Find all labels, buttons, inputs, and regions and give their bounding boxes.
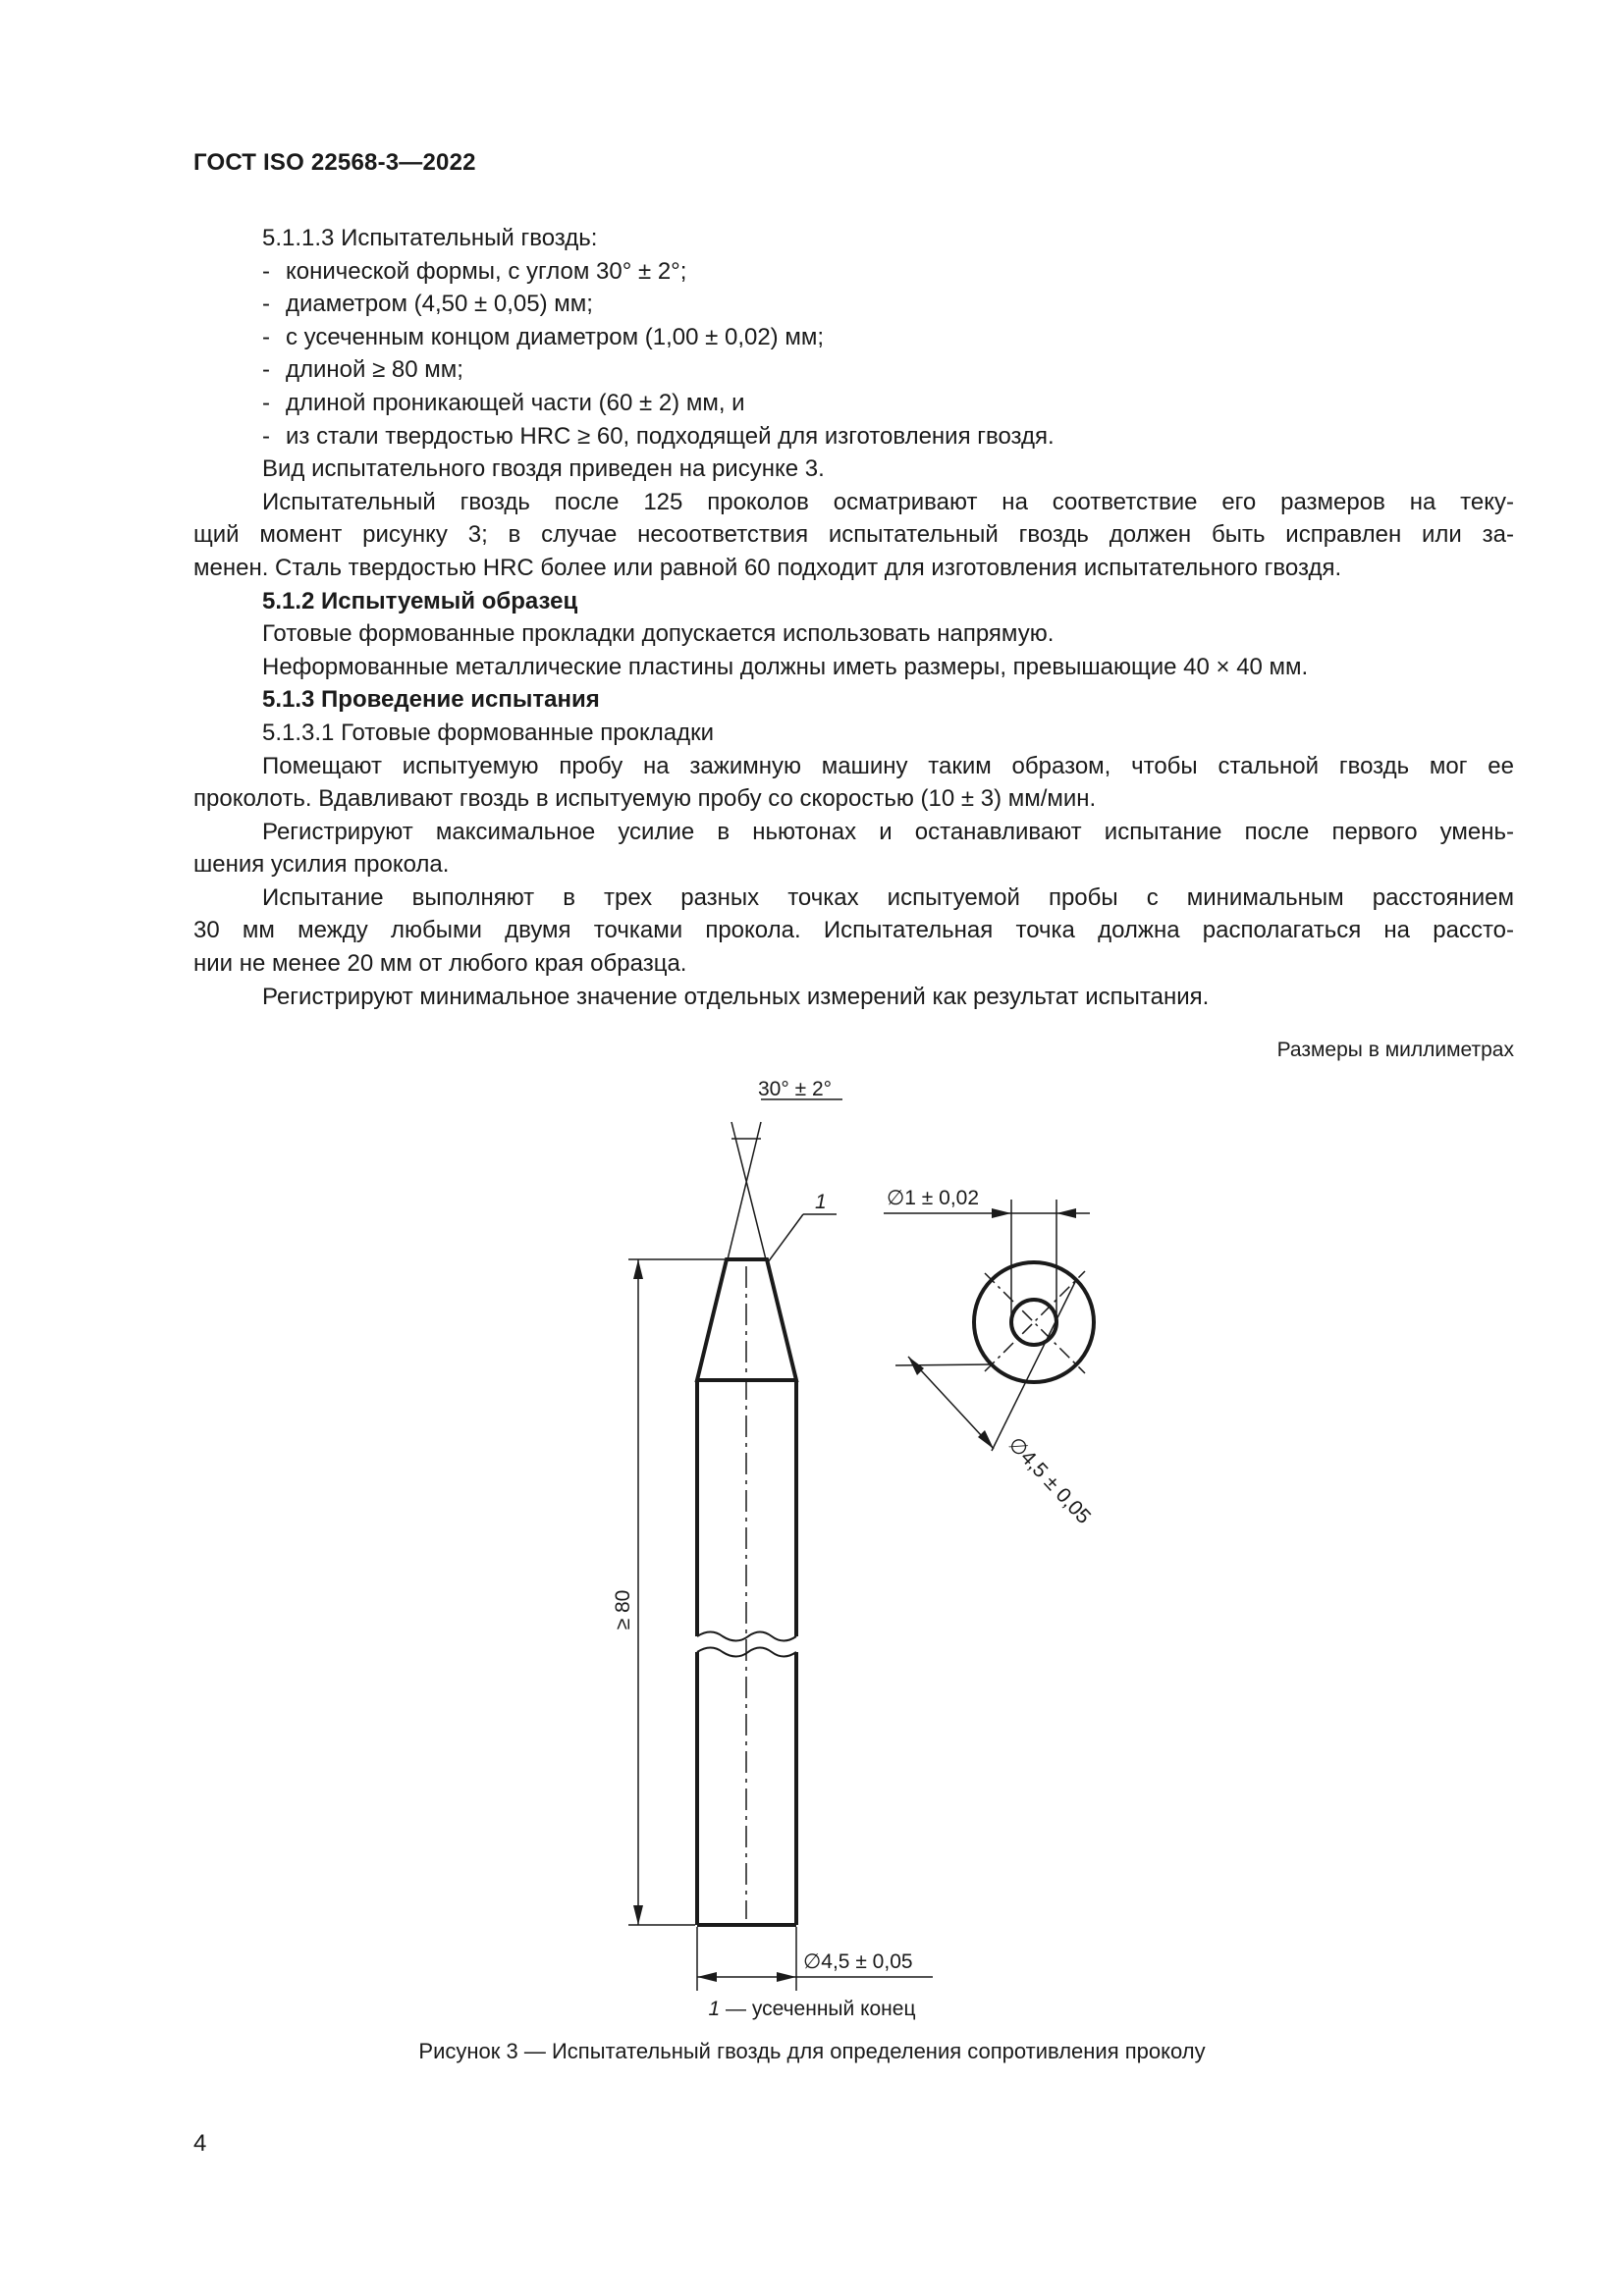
figure-legend bbox=[0, 1998, 1624, 2021]
list-dash: - bbox=[262, 422, 270, 450]
callout-number: 1 bbox=[815, 1191, 827, 1213]
page-number: 4 bbox=[193, 2130, 207, 2157]
paragraph-line: нии не менее 20 мм от любого края образца. bbox=[193, 950, 687, 978]
units-note: Размеры в миллиметрах bbox=[1276, 1039, 1514, 1061]
paragraph-line: щий момент рисунку 3; в случае несоответствия испытательный гвоздь должен быть исправлен или за- bbox=[193, 521, 1514, 549]
shank-arrow-left bbox=[697, 1972, 717, 1982]
paragraph: Готовые формованные прокладки допускается использовать напрямую. bbox=[262, 620, 1055, 648]
tip-diameter-dimension bbox=[884, 1200, 1090, 1320]
paragraph-line: Испытательный гвоздь после 125 проколов осматривают на соответствие его размеров на теку- bbox=[262, 488, 1514, 515]
list-dash: - bbox=[262, 257, 270, 285]
angle-dimension bbox=[728, 1099, 842, 1259]
clause-5-1-2-heading: 5.1.2 Испытуемый образец bbox=[262, 587, 578, 614]
paragraph: Неформованные металлические пластины должны иметь размеры, превышающие 40 × 40 мм. bbox=[262, 653, 1309, 680]
clause-5-1-3-heading: 5.1.3 Проведение испытания bbox=[262, 686, 600, 714]
length-arrow-bottom bbox=[633, 1905, 643, 1925]
shank-arrow-right bbox=[777, 1972, 796, 1982]
outer-arrow-2 bbox=[978, 1430, 994, 1449]
tip-diameter-label: ∅1 ± 0,02 bbox=[887, 1187, 980, 1209]
document-header: ГОСТ ISO 22568-3—2022 bbox=[193, 149, 476, 176]
list-item-text: с усеченным концом диаметром (1,00 ± 0,02) мм; bbox=[286, 323, 825, 350]
callout-leader bbox=[768, 1214, 837, 1262]
paragraph-line: Регистрируют максимальное усилие в ньютонах и останавливают испытание после первого умень- bbox=[262, 818, 1514, 845]
list-dash: - bbox=[262, 291, 270, 318]
list-item-text: длиной ≥ 80 мм; bbox=[286, 356, 463, 384]
list-dash: - bbox=[262, 389, 270, 416]
diag-centerline-2 bbox=[985, 1273, 1085, 1373]
tip-arrow-right bbox=[1056, 1208, 1076, 1218]
clause-5-1-3-1-heading: 5.1.3.1 Готовые формованные прокладки bbox=[262, 719, 714, 746]
paragraph-line: проколоть. Вдавливают гвоздь в испытуемую пробу со скоростью (10 ± 3) мм/мин. bbox=[193, 785, 1097, 813]
paragraph-line: шения усилия прокола. bbox=[193, 851, 450, 879]
paragraph-line: Помещают испытуемую пробу на зажимную машину таким образом, чтобы стальной гвоздь мог ее bbox=[262, 752, 1514, 779]
list-dash: - bbox=[262, 323, 270, 350]
legend-text: — усеченный конец bbox=[720, 1998, 916, 2020]
length-label: ≥ 80 bbox=[612, 1589, 634, 1630]
list-item-text: из стали твердостью HRC ≥ 60, подходящей для изготовления гвоздя. bbox=[286, 422, 1055, 450]
paragraph: Регистрируют минимальное значение отдельных измерений как результат испытания. bbox=[262, 983, 1210, 1010]
list-item-text: конической формы, с углом 30° ± 2°; bbox=[286, 257, 687, 285]
tip-arrow-left bbox=[992, 1208, 1011, 1218]
length-arrow-top bbox=[633, 1259, 643, 1279]
length-dimension bbox=[628, 1259, 725, 1925]
list-item-text: длиной проникающей части (60 ± 2) мм, и bbox=[286, 389, 745, 416]
figure-caption: Рисунок 3 — Испытательный гвоздь для определения сопротивления проколу bbox=[418, 2039, 1206, 2063]
diag-centerline-1 bbox=[985, 1271, 1085, 1371]
paragraph-line: Испытание выполняют в трех разных точках испытуемой пробы с минимальным расстоянием bbox=[262, 883, 1514, 911]
legend-number: 1 bbox=[708, 1998, 721, 2020]
paragraph-line: 30 мм между любыми двумя точками прокола. Испытательная точка должна располагаться на рассто- bbox=[193, 917, 1514, 944]
angle-label: 30° ± 2° bbox=[758, 1078, 833, 1100]
outer-diameter-label: ∅4,5 ± 0,05 bbox=[1003, 1432, 1096, 1529]
shank-diameter-label: ∅4,5 ± 0,05 bbox=[803, 1950, 913, 1973]
paragraph-line: менен. Сталь твердостью HRC более или равной 60 подходит для изготовления испытательного гвоздя. bbox=[193, 554, 1342, 581]
list-dash: - bbox=[262, 356, 270, 384]
paragraph: Вид испытательного гвоздя приведен на рисунке 3. bbox=[262, 455, 825, 483]
clause-5-1-1-3-heading: 5.1.1.3 Испытательный гвоздь: bbox=[262, 225, 598, 251]
list-item-text: диаметром (4,50 ± 0,05) мм; bbox=[286, 291, 593, 318]
